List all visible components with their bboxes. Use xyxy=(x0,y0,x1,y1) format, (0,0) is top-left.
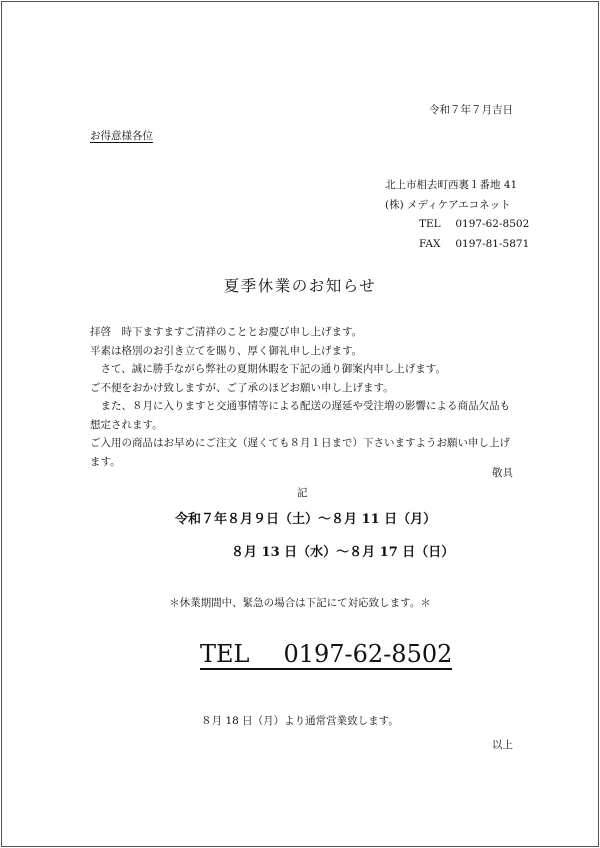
body-line: ます。 xyxy=(90,455,121,468)
emergency-note: ＊休業期間中、緊急の場合は下記にて対応致します。＊ xyxy=(169,597,431,609)
body-line: 平素は格別のお引き立てを賜り、厚く御礼申し上げます。 xyxy=(90,344,363,357)
ki-heading: 記 xyxy=(297,487,308,499)
holiday-period-2: ８月 13 日（水）～８月 17 日（日） xyxy=(231,545,455,560)
sender-fax-label: FAX xyxy=(419,237,441,250)
sender-tel xyxy=(419,219,529,230)
issue-date: 令和７年７月吉日 xyxy=(429,104,513,116)
body-line: ご不便をおかけ致しますが、ご了承のほどお願い申し上げます。 xyxy=(90,381,394,394)
emergency-tel-label: TEL xyxy=(200,640,250,668)
closing-keigu: 敬具 xyxy=(492,467,513,479)
sender-address: 北上市相去町西裏１番地 41 xyxy=(385,179,518,191)
sender-fax xyxy=(419,239,529,250)
emergency-tel-number: 0197-62-8502 xyxy=(283,640,453,668)
holiday-period-1: 令和７年８月９日（土）～８月 11 日（月） xyxy=(175,512,437,527)
body-line: 拝啓 時下ますますご清祥のこととお慶び申し上げます。 xyxy=(90,326,363,338)
sender-tel-number: 0197-62-8502 xyxy=(455,218,530,230)
notice-title: 夏季休業のお知らせ xyxy=(223,277,377,295)
body-text xyxy=(90,323,530,471)
sender-company: (株) メディケアエコネット xyxy=(385,198,511,211)
body-line: また、８月に入りますと交通事情等による配送の遅延や受注増の影響による商品欠品も xyxy=(90,400,510,412)
body-line: 想定されます。 xyxy=(90,418,163,431)
body-line: ご入用の商品はお早めにご注文（遅くても８月１日まで）下さいますようお願い申し上げ xyxy=(90,437,510,449)
sender-tel-label: TEL xyxy=(419,218,441,230)
document-page xyxy=(1,1,599,847)
sender-fax-number: 0197-81-5871 xyxy=(455,237,530,250)
end-ijou: 以上 xyxy=(492,739,513,751)
sender-block xyxy=(385,180,529,258)
emergency-tel xyxy=(200,642,452,670)
resume-note: ８月 18 日（月）より通常営業致します。 xyxy=(201,715,399,727)
body-line: さて、誠に勝手ながら弊社の夏期休暇を下記の通り御案内申し上げます。 xyxy=(90,363,446,375)
addressee: お得意様各位 xyxy=(90,130,153,142)
